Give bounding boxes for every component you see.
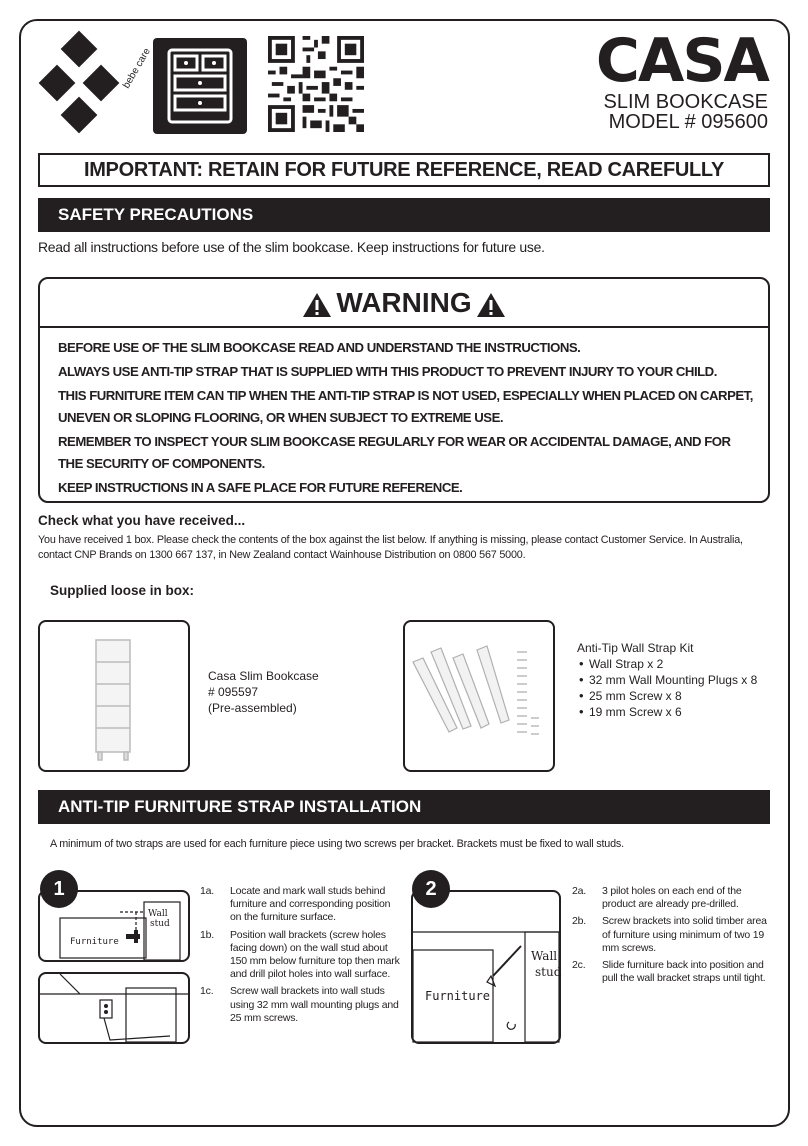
step-key: 1b. xyxy=(200,928,214,941)
bookcase-label xyxy=(208,668,319,716)
check-body: You have received 1 box. Please check the contents of the box against the list below. If anything is missing, please contact Customer Service. In Australia, contact CNP Brands on 1300 667 137, in New Zealand contact Wainhouse Distribution on 0800 567 5000. xyxy=(38,534,743,561)
wall-label: Wall xyxy=(148,909,168,919)
bookcase-name: Casa Slim Bookcase xyxy=(208,669,319,683)
warning-box xyxy=(38,277,770,503)
install-intro: A minimum of two straps are used for each furniture piece using two screws per bracket. Brackets must be fixed to wall studs. xyxy=(50,838,624,850)
bookcase-image-box xyxy=(38,620,190,772)
bookcase-number: # 095597 xyxy=(208,685,259,699)
check-title: Check what you have received... xyxy=(38,513,246,528)
model-number: MODEL # 095600 xyxy=(608,111,768,133)
list-item xyxy=(200,985,400,1025)
step1-diagram-bottom xyxy=(38,972,190,1044)
list-item: • 32 mm Wall Mounting Plugs x 8 xyxy=(577,672,757,688)
step-text: Position wall brackets (screw holes facing down) on the wall stud about 150 mm below furniture top then mark and drill pilot holes into wall surface. xyxy=(230,928,400,981)
step-number-1: 1 xyxy=(40,870,78,908)
important-banner: IMPORTANT: RETAIN FOR FUTURE REFERENCE, READ CAREFULLY xyxy=(38,153,770,187)
supplied-title: Supplied loose in box: xyxy=(50,583,195,598)
step-key: 2c. xyxy=(572,959,586,972)
warning-line: BEFORE USE OF THE SLIM BOOKCASE READ AND UNDERSTAND THE INSTRUCTIONS. xyxy=(58,340,581,355)
safety-intro: Read all instructions before use of the slim bookcase. Keep instructions for future use. xyxy=(38,239,545,255)
list-item: • 19 mm Screw x 6 xyxy=(577,704,757,720)
strap-kit-title: Anti-Tip Wall Strap Kit xyxy=(577,641,694,655)
step1-instructions xyxy=(200,885,400,1029)
safety-heading: SAFETY PRECAUTIONS xyxy=(38,198,770,232)
step-text: Locate and mark wall studs behind furniture and corresponding position on the furniture surface. xyxy=(230,885,391,924)
product-name: SLIM BOOKCASE xyxy=(603,91,768,113)
warning-line: KEEP INSTRUCTIONS IN A SAFE PLACE FOR FUTURE REFERENCE. xyxy=(58,480,463,495)
warning-triangle-icon xyxy=(302,292,332,318)
strap-kit-label xyxy=(577,640,757,720)
step2-instructions xyxy=(572,885,777,989)
warning-line: REMEMBER TO INSPECT YOUR SLIM BOOKCASE REGULARLY FOR WEAR OR ACCIDENTAL DAMAGE, AND FOR THE SECURITY OF COMPONENTS. xyxy=(58,434,731,471)
logo-text: bebe care xyxy=(121,46,153,91)
step-key: 2a. xyxy=(572,885,586,897)
bookcase-illustration xyxy=(40,622,188,770)
warning-title-text: WARNING xyxy=(336,287,472,318)
step-key: 2b. xyxy=(572,915,586,928)
stud-label: stud xyxy=(150,919,170,929)
step-text: Slide furniture back into position and pull the wall bracket straps until tight. xyxy=(602,959,766,985)
step-text: Screw wall brackets into wall studs using 32 mm wall mounting plugs and 25 mm screws. xyxy=(230,985,399,1024)
list-item: • 25 mm Screw x 8 xyxy=(577,688,757,704)
strap-kit-parts xyxy=(577,656,757,720)
strap-kit-image-box xyxy=(403,620,555,772)
brand-block xyxy=(595,26,768,133)
list-item xyxy=(572,959,777,985)
step-number-2: 2 xyxy=(412,870,450,908)
list-item xyxy=(200,929,400,982)
warning-triangle-icon xyxy=(476,292,506,318)
furniture-label: Furniture xyxy=(70,937,119,947)
step-key: 1a. xyxy=(200,885,214,897)
list-item: • Wall Strap x 2 xyxy=(577,656,757,672)
step2-diagram xyxy=(411,890,561,1044)
stud-label: stud xyxy=(535,965,562,979)
strap-kit-illustration xyxy=(405,622,553,770)
warning-divider xyxy=(40,326,768,328)
warning-list xyxy=(58,337,758,501)
warning-title xyxy=(40,285,768,321)
bebe-care-logo xyxy=(36,34,153,134)
wall-label: Wall xyxy=(531,949,558,963)
step-text: Screw brackets into solid timber area of furniture using minimum of two 19 mm screws. xyxy=(602,915,767,954)
qr-code-icon[interactable] xyxy=(268,36,364,132)
step-key: 1c. xyxy=(200,985,214,998)
furniture-label: Furniture xyxy=(425,989,491,1003)
list-item xyxy=(200,885,400,925)
step-text: 3 pilot holes on each end of the product are already pre-drilled. xyxy=(602,885,742,911)
warning-line: THIS FURNITURE ITEM CAN TIP WHEN THE ANTI-TIP STRAP IS NOT USED, ESPECIALLY WHEN PLACED ON CARPET, UNEVEN OR SLOPING FLOORING, OR WHEN SUBJECT TO EXTREME USE. xyxy=(58,388,753,425)
warning-line: ALWAYS USE ANTI-TIP STRAP THAT IS SUPPLIED WITH THIS PRODUCT TO PREVENT INJURY TO YOUR CHILD. xyxy=(58,364,717,379)
list-item xyxy=(572,885,777,911)
bookcase-note: (Pre-assembled) xyxy=(208,701,297,715)
list-item xyxy=(572,915,777,955)
dresser-icon xyxy=(153,38,247,134)
brand-name: CASA xyxy=(595,26,768,96)
install-heading: ANTI-TIP FURNITURE STRAP INSTALLATION xyxy=(38,790,770,824)
